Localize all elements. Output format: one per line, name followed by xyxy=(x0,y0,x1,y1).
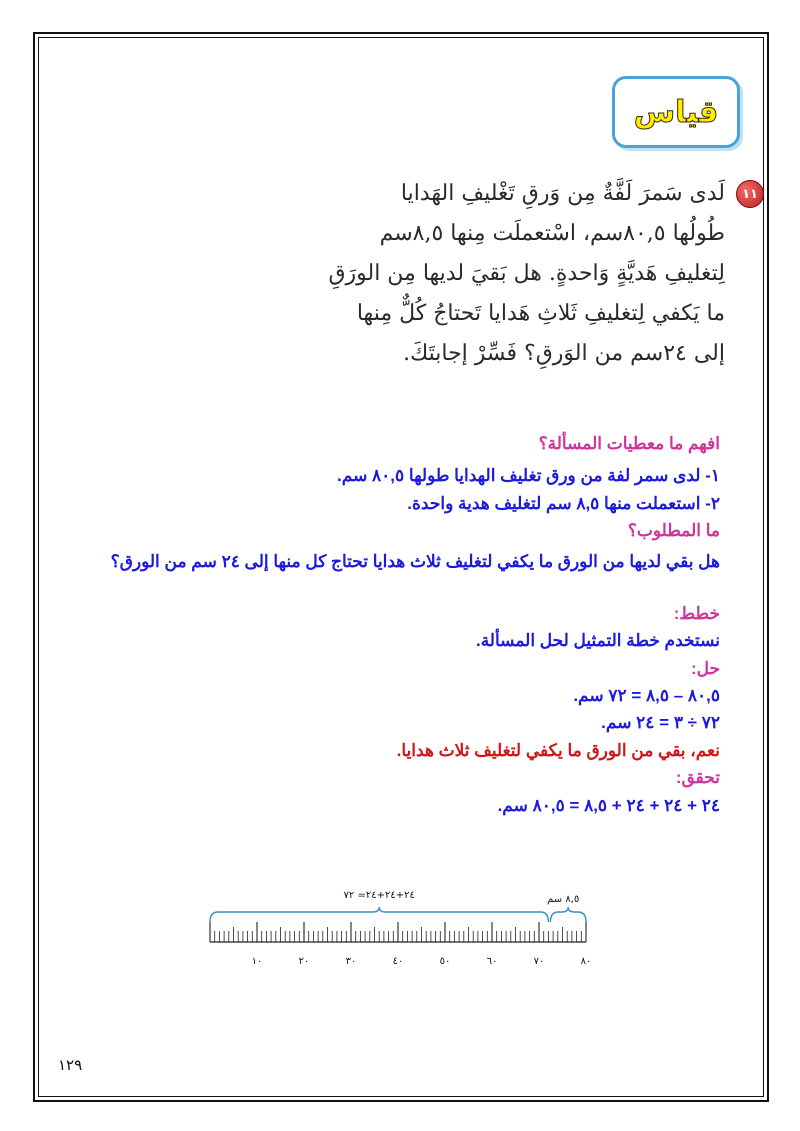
answer-line: نعم، بقي من الورق ما يكفي لتغليف ثلاث هدايا. xyxy=(396,741,720,760)
problem-statement xyxy=(305,174,725,374)
brace-72 xyxy=(210,907,548,922)
ruler-tick-label: ٥٠ xyxy=(439,956,451,967)
ruler-tick-label: ١٠ xyxy=(251,956,263,967)
problem-line-1: لَدى سَمرَ لَفَّةٌ مِن وَرقِ تَغْليفِ الهَدايا xyxy=(400,181,725,206)
required-text: هل بقي لديها من الورق ما يكفي لتغليف ثلاث هدايا تحتاج كل منها إلى ٢٤ سم من الورق؟ xyxy=(110,552,720,571)
ruler-tick-label: ٣٠ xyxy=(345,956,357,967)
solve-line-1: ٨٠,٥ – ٨,٥ = ٧٢ سم. xyxy=(573,686,720,705)
problem-line-5: إلى ٢٤سم من الوَرقِ؟ فَسِّرْ إجابتَكَ. xyxy=(403,341,725,366)
plan-heading: خطط: xyxy=(673,604,720,623)
measuring-ruler xyxy=(200,880,600,970)
question-number-badge: ١١ xyxy=(736,180,764,208)
ruler-tick-labels xyxy=(252,956,592,967)
lesson-title: قياس xyxy=(633,94,719,130)
ruler-ticks xyxy=(210,922,586,942)
brace-8-5 xyxy=(550,907,586,922)
ruler-tick-label: ٤٠ xyxy=(392,956,404,967)
brace-8-5-label: ٨,٥ سم xyxy=(547,894,580,905)
page-number: ١٢٩ xyxy=(58,1056,83,1074)
brace-72-label: ٢٤+٢٤+٢٤= ٧٢ xyxy=(343,890,415,901)
problem-line-4: ما يَكفي لِتغليفِ ثَلاثِ هَدايا تَحتاجُ كُلٌّ مِنها xyxy=(356,301,725,326)
solve-heading: حل: xyxy=(690,659,720,678)
check-heading: تحقق: xyxy=(675,768,720,787)
plan-text: نستخدم خطة التمثيل لحل المسألة. xyxy=(475,631,720,650)
required-heading: ما المطلوب؟ xyxy=(627,521,720,540)
ruler-tick-label: ٨٠ xyxy=(580,956,592,967)
solve-line-2: ٧٢ ÷ ٣ = ٢٤ سم. xyxy=(601,713,720,732)
ruler-tick-label: ٦٠ xyxy=(486,956,498,967)
ruler-tick-label: ٢٠ xyxy=(298,956,310,967)
understand-heading: افهم ما معطيات المسألة؟ xyxy=(538,434,720,453)
lesson-title-box xyxy=(612,76,740,148)
ruler-tick-label: ٧٠ xyxy=(533,956,545,967)
given-line-2: ٢- استعملت منها ٨,٥ سم لتغليف هدية واحدة. xyxy=(407,494,720,513)
problem-line-3: لِتغليفِ هَديَّةٍ وَاحدةٍ. هل بَقيَ لديها مِن الورَقِ xyxy=(328,261,725,286)
given-line-1: ١- لدى سمر لفة من ورق تغليف الهدايا طولها ٨٠,٥ سم. xyxy=(337,466,720,485)
check-line-1: ٢٤ + ٢٤ + ٢٤ + ٨,٥ = ٨٠,٥ سم. xyxy=(497,796,720,815)
problem-line-2: طُولُها ٨٠,٥سم، اسْتعملَت مِنها ٨,٥سم xyxy=(379,221,725,246)
